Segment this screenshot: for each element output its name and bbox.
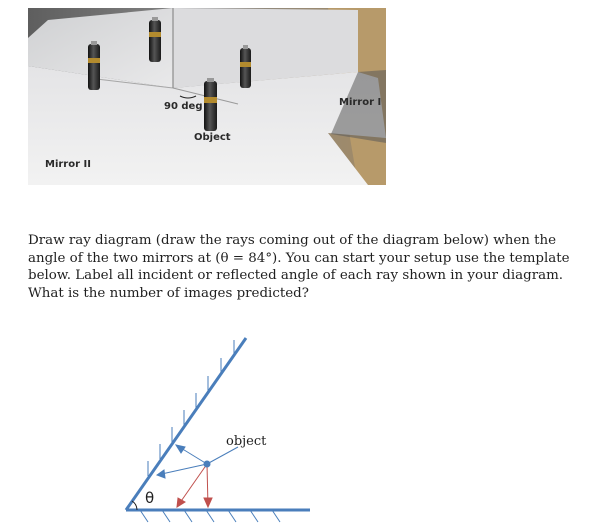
mirror-slanted (126, 338, 246, 510)
slanted-mirror-hatches (148, 340, 234, 476)
object-label: Object (194, 132, 231, 143)
angle-label: 90 deg (164, 101, 203, 112)
question-line: Draw ray diagram (draw the rays coming out of the diagram below) when the (28, 233, 557, 248)
question-line: angle of the two mirrors at (θ = 84°). You can start your setup use the template (28, 250, 570, 266)
bottom-mirror-hatches (140, 510, 280, 522)
mirror-one-label: Mirror I (339, 97, 382, 108)
theta-symbol: θ (145, 489, 155, 507)
object-text: object (226, 434, 267, 449)
mirror-two-label: Mirror II (45, 159, 91, 170)
object-point (204, 461, 211, 468)
incident-rays (177, 464, 212, 507)
question-line: below. Label all incident or reflected angle of each ray shown in your diagram. (28, 268, 564, 284)
question-line: What is the number of images predicted? (28, 285, 309, 301)
